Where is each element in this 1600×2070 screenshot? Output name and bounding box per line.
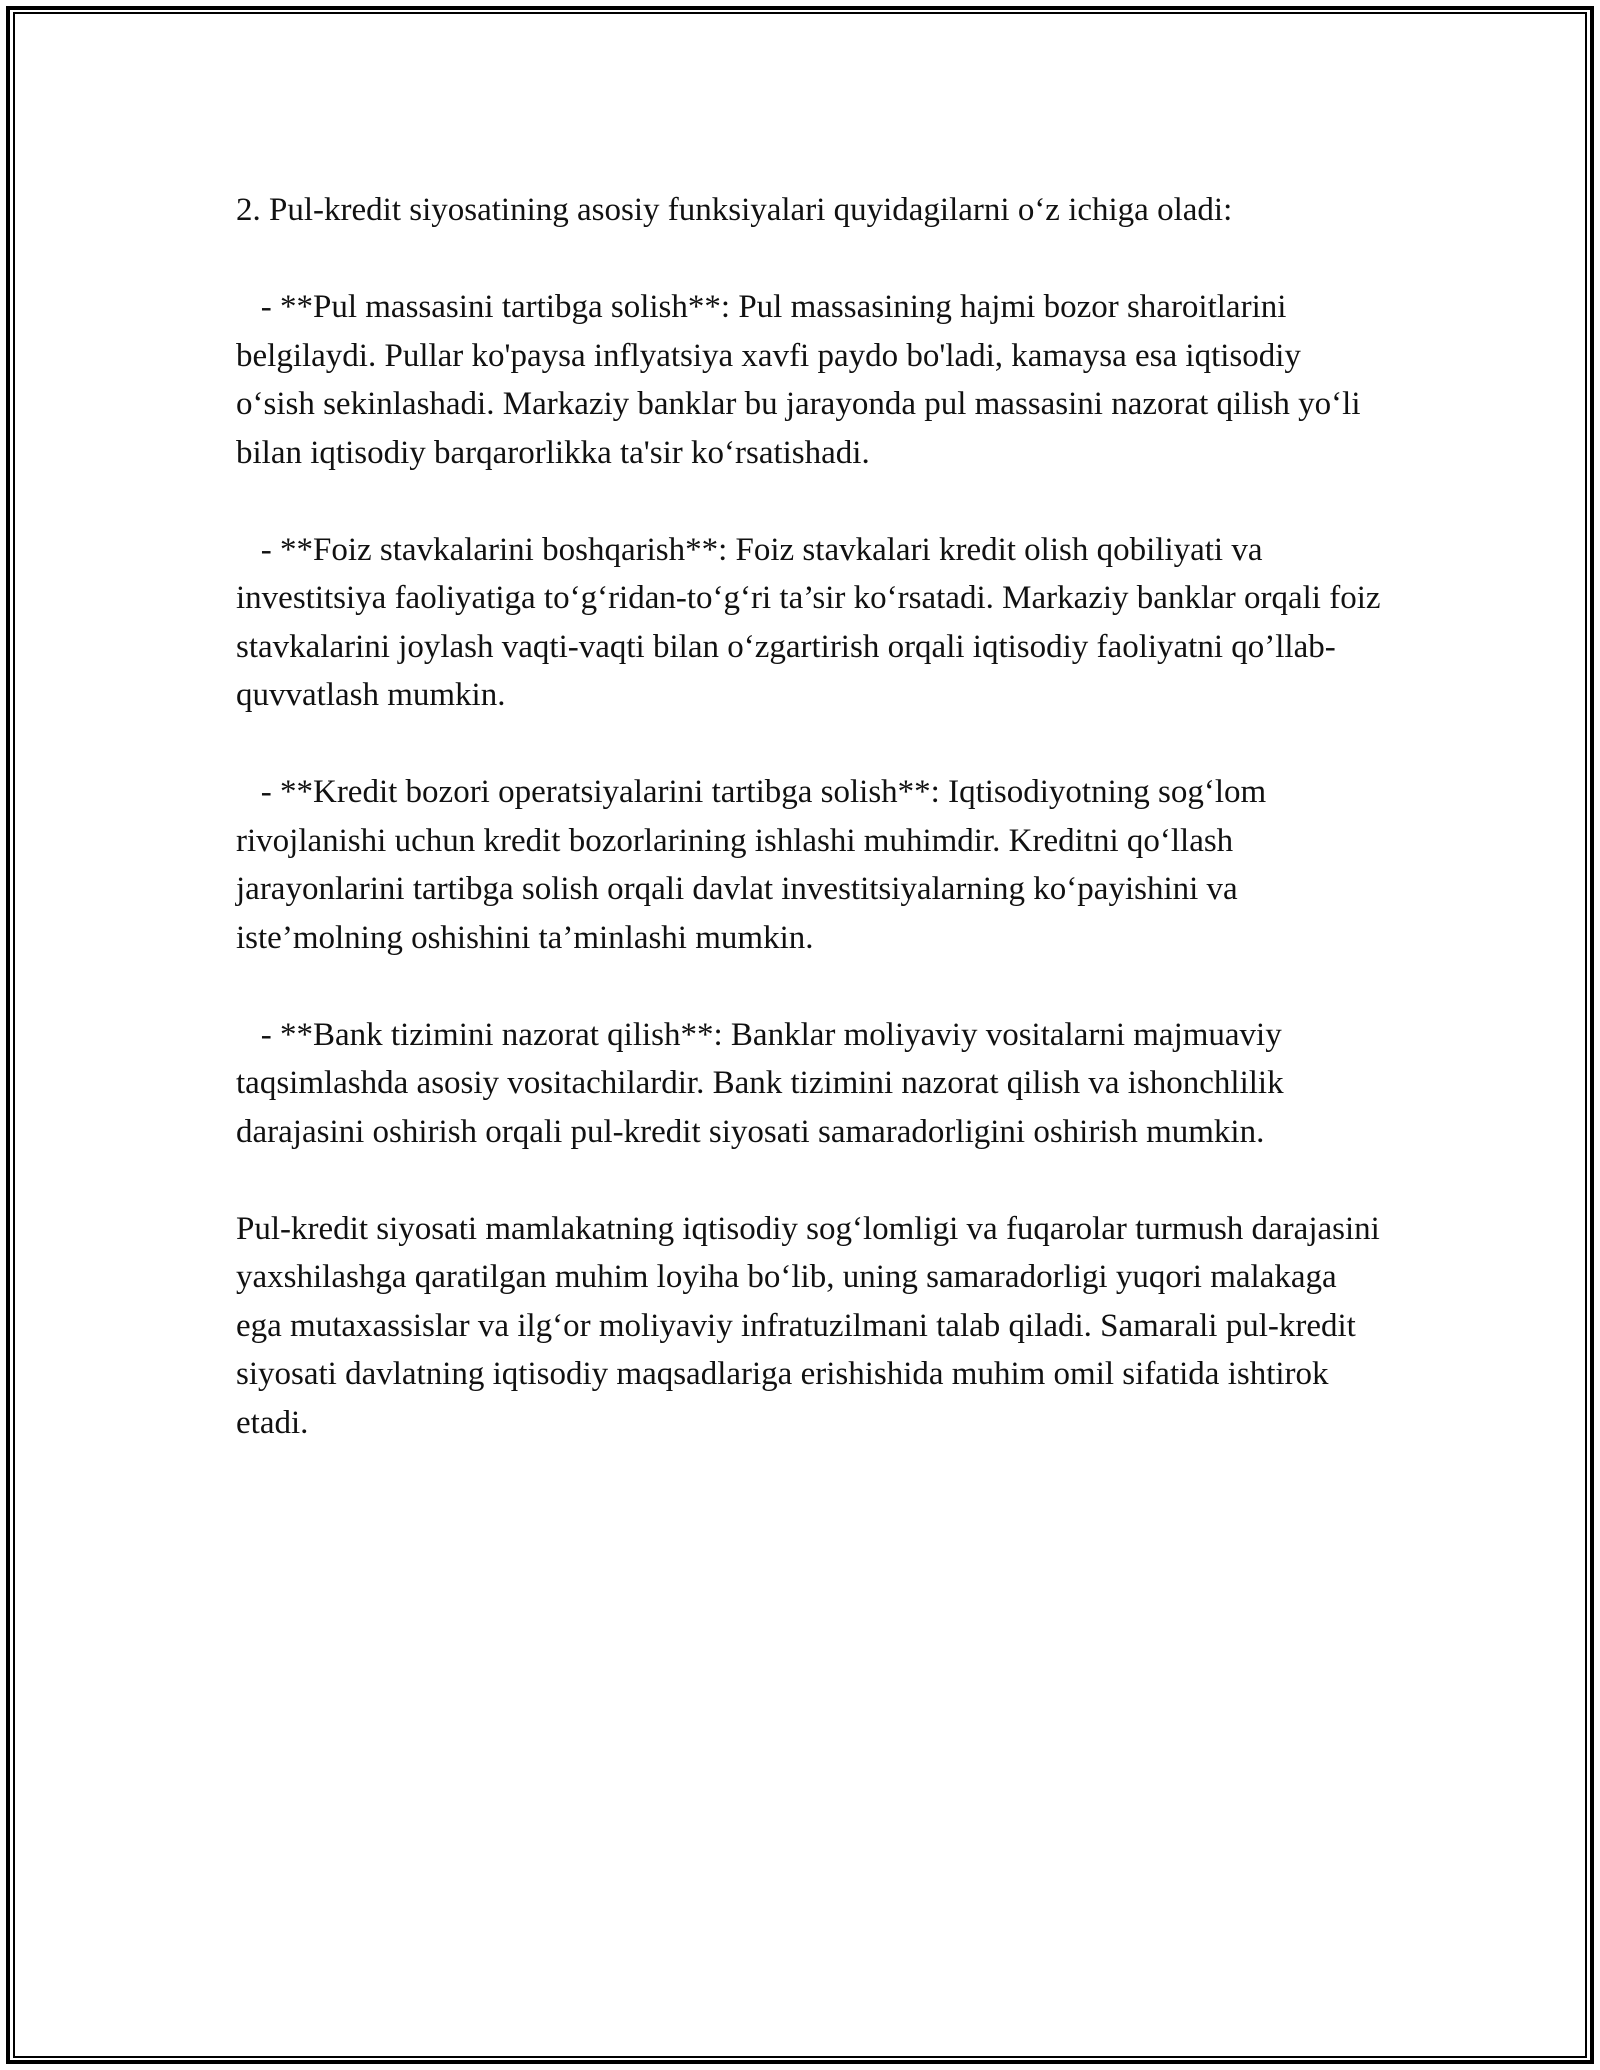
conclusion-paragraph: Pul-kredit siyosati mamlakatning iqtisodiy sog‘lomligi va fuqarolar turmush darajasini yaxshilashga qaratilgan muhim loyiha bo‘lib, uning samaradorligi yuqori malakaga ega mutaxassislar va ilg‘or moliyaviy infratuzilmani talab qiladi. Samarali pul-kredit siyosati davlatning iqtisodiy maqsadlariga erishishida muhim omil sifatida ishtirok etadi.: [236, 1210, 1389, 1441]
section-heading: 2. Pul-kredit siyosatining asosiy funksiyalari quyidagilarni o‘z ichiga oladi:: [236, 192, 1233, 228]
list-item-interest-rates: - **Foiz stavkalarini boshqarish**: Foiz stavkalari kredit olish qobiliyati va investitsiya faoliyatiga to‘g‘ridan-to‘g‘ri ta’sir ko‘rsatadi. Markaziy banklar orqali foiz stavkalarini joylash vaqti-vaqti bilan o‘zgartirish orqali iqtisodiy faoliyatni qo’llab-quvvatlash mumkin.: [236, 531, 1389, 713]
list-item-money-supply: - **Pul massasini tartibga solish**: Pul massasining hajmi bozor sharoitlarini belgilaydi. Pullar ko'paysa inflyatsiya xavfi paydo bo'ladi, kamaysa esa iqtisodiy o‘sish sekinlashadi. Markaziy banklar bu jarayonda pul massasini nazorat qilish yo‘li bilan iqtisodiy barqarorlikka ta'sir ko‘rsatishadi.: [236, 289, 1369, 471]
list-item-bank-supervision: - **Bank tizimini nazorat qilish**: Banklar moliyaviy vositalarni majmuaviy taqsimlashda asosiy vositachilardir. Bank tizimini nazorat qilish va ishonchlilik darajasini oshirish orqali pul-kredit siyosati samaradorligini oshirish mumkin.: [236, 1016, 1292, 1150]
list-item-credit-market: - **Kredit bozori operatsiyalarini tartibga solish**: Iqtisodiyotning sog‘lom rivojlanishi uchun kredit bozorlarining ishlashi muhimdir. Kreditni qo‘llash jarayonlarini tartibga solish orqali davlat investitsiyalarning ko‘payishini va iste’molning oshishini ta’minlashi mumkin.: [236, 774, 1275, 956]
document-body: [236, 186, 1389, 1496]
